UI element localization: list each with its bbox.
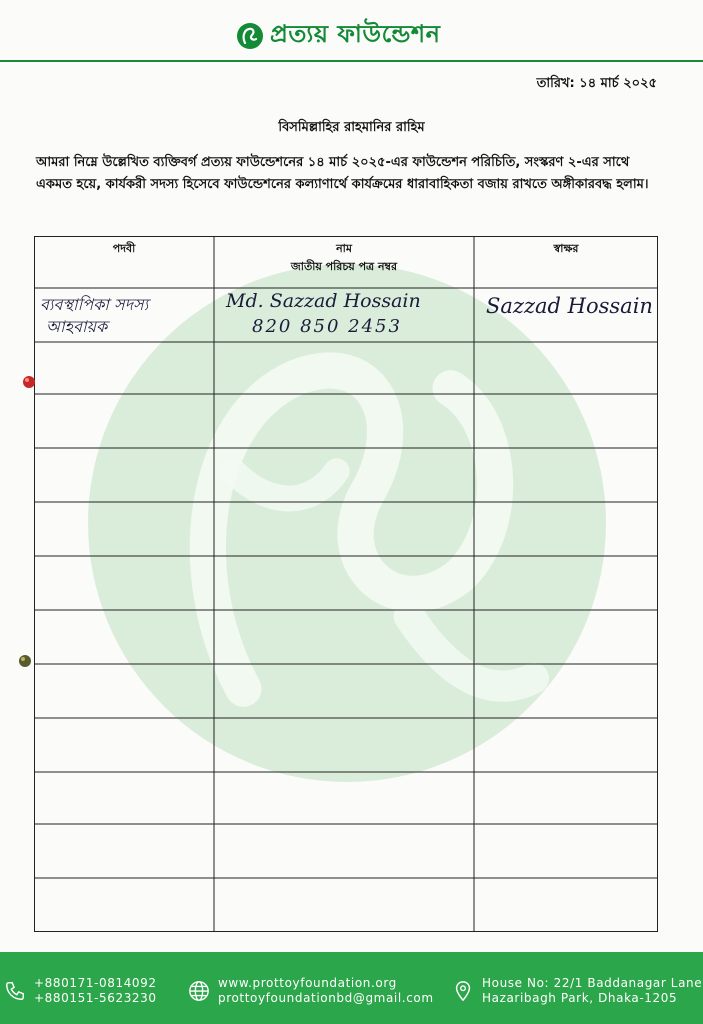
handwritten-designation-line1: ব্যবস্থাপিকা সদস্য <box>40 295 149 314</box>
bismillah-line: বিসমিল্লাহির রাহমানির রাহিম <box>278 120 425 135</box>
email-link[interactable]: prottoyfoundationbd@gmail.com <box>218 991 434 1005</box>
phone-number-1: +880171-0814092 <box>34 976 157 990</box>
punch-hole-top <box>22 375 36 389</box>
phone-number-2: +880151-5623230 <box>34 991 157 1005</box>
handwritten-nid: 820 850 2453 <box>252 316 402 337</box>
globe-icon <box>188 980 210 1002</box>
footer-web <box>188 976 434 1006</box>
header-signature: স্বাক্ষর <box>553 242 579 255</box>
signature: Sazzad Hossain <box>486 294 653 318</box>
address-line-2: Hazaribagh Park, Dhaka-1205 <box>482 991 678 1005</box>
header-name: নাম <box>336 242 352 255</box>
footer-phone <box>4 976 157 1006</box>
foundation-logo-icon <box>236 22 264 50</box>
logo <box>236 16 440 56</box>
organization-name: প্রত্যয় ফাউন্ডেশন <box>270 20 441 48</box>
header-designation: পদবী <box>112 242 136 255</box>
contact-footer <box>0 952 703 1024</box>
footer-address <box>452 976 702 1006</box>
header-divider <box>0 60 703 62</box>
signature-table <box>34 236 658 932</box>
phone-icon <box>4 980 26 1002</box>
document-date: তারিখ: ১৪ মার্চ ২০২৫ <box>536 76 657 91</box>
location-pin-icon <box>452 980 474 1002</box>
header-nid: জাতীয় পরিচয় পত্র নম্বর <box>290 260 398 273</box>
letterhead <box>0 0 703 62</box>
handwritten-designation-line2: আহবায়ক <box>46 317 108 336</box>
table-grid-lines <box>34 236 658 932</box>
punch-hole-bottom <box>18 654 32 668</box>
pledge-paragraph: আমরা নিম্নে উল্লেখিত ব্যক্তিবর্গ প্রত্যয় ফাউন্ডেশনের ১৪ মার্চ ২০২৫-এর ফাউন্ডেশন পরিচিতি, সংস্করণ ২-এর সাথে একমত হয়ে, কার্যকরী সদস্য হিসেবে ফাউন্ডেশনের কল্যাণার্থে কার্যক্রমের ধারাবাহিকতা বজায় রাখতে অঙ্গীকারবদ্ধ হলাম। <box>36 155 649 192</box>
website-link[interactable]: www.prottoyfoundation.org <box>218 976 397 990</box>
address-line-1: House No: 22/1 Baddanagar Lane <box>482 976 703 990</box>
handwritten-name: Md. Sazzad Hossain <box>226 290 421 312</box>
